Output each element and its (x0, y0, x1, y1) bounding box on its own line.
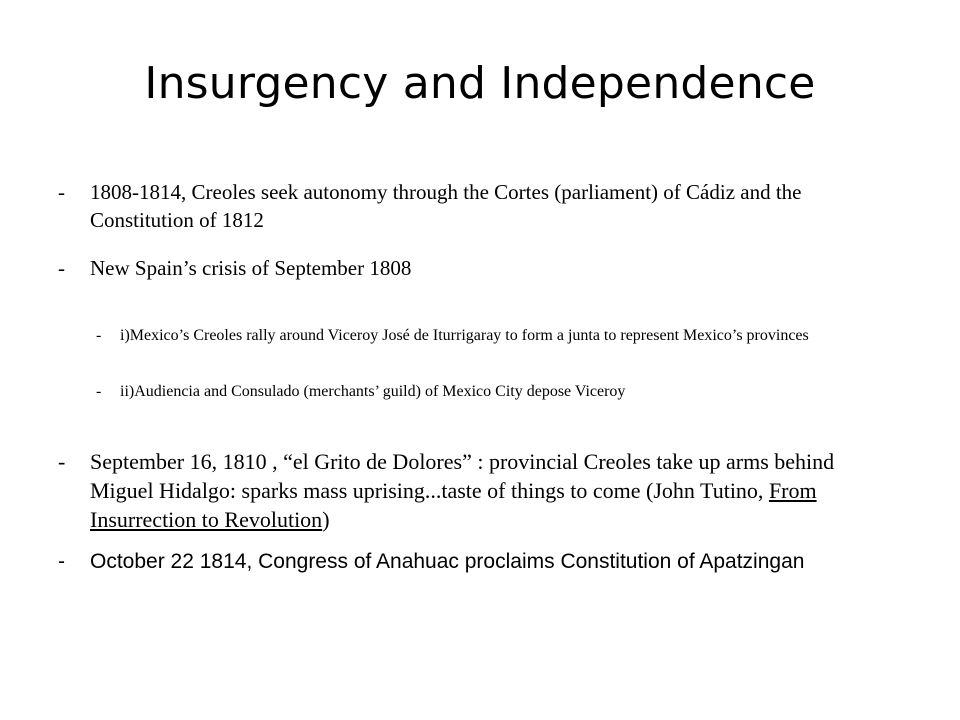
bullet-dash: - (58, 180, 65, 204)
bullet-text: October 22 1814, Congress of Anahuac proclaims Constitution of Apatzingan (90, 550, 805, 573)
bullet-text: 1808-1814, Creoles seek autonomy through the Cortes (parliament) of Cádiz and the Constitution of 1812 (90, 180, 802, 232)
bullet-text: ii)Audiencia and Consulado (merchants’ guild) of Mexico City depose Viceroy (120, 383, 626, 400)
bullet-dash: - (58, 449, 66, 474)
bullet-text-after: ) (322, 507, 330, 532)
sub-bullet-creoles-junta (96, 325, 816, 346)
bullet-text-before: September 16, 1810 , “el Grito de Dolores” : provincial Creoles take up arms behind Miguel Hidalgo: sparks mass uprising...taste of things to come (John Tutino, (90, 449, 835, 503)
slide-title: Insurgency and Independence (144, 58, 816, 109)
bullet-dash: - (96, 327, 102, 344)
bullet-dash: - (58, 550, 65, 573)
bullet-text: New Spain’s crisis of September 1808 (90, 256, 412, 280)
bullet-cortes-cadiz (58, 178, 838, 234)
bullet-congress-anahuac (58, 548, 838, 576)
book-title: From Insurrection to Revolution (90, 478, 817, 532)
bullet-text: i)Mexico’s Creoles rally around Viceroy José de Iturrigaray to form a junta to represent Mexico’s provinces (120, 327, 809, 344)
bullet-text (90, 447, 838, 534)
bullet-dash: - (58, 256, 65, 280)
sub-bullet-depose-viceroy (96, 381, 816, 402)
bullet-dash: - (96, 383, 102, 400)
bullet-grito-de-dolores (58, 447, 838, 534)
bullet-crisis-1808 (58, 254, 838, 282)
